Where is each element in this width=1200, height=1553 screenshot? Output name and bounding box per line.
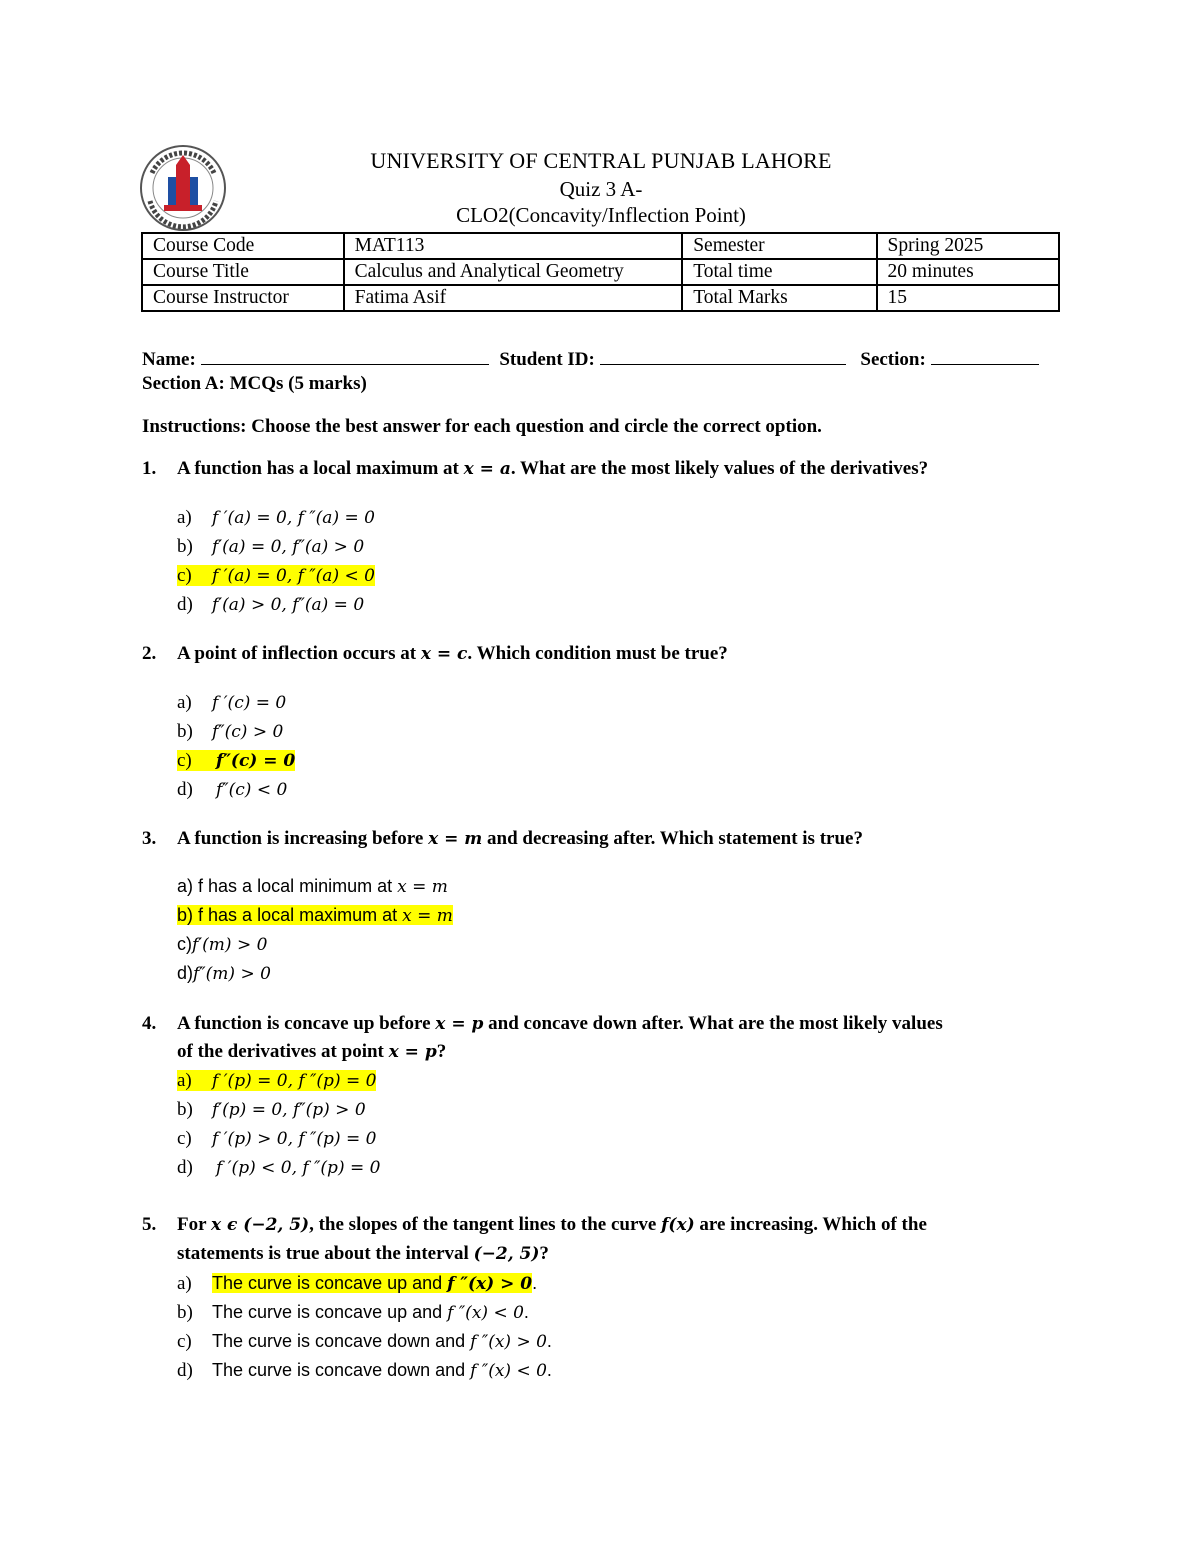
option-end: .: [523, 1302, 529, 1322]
cell-course-code-label: Course Code: [142, 233, 344, 259]
instructions: Instructions: Choose the best answer for each question and circle the correct option.: [142, 416, 822, 437]
option-text: f ′(a) = 0, f ″(a) = 0: [212, 508, 375, 528]
q4-option-a-correct[interactable]: [177, 1070, 376, 1092]
q3-option-b-correct[interactable]: [177, 905, 453, 926]
q1-option-b[interactable]: [177, 536, 364, 558]
option-text: f has a local minimum at: [198, 876, 393, 896]
student-info-line: [142, 346, 1039, 371]
option-text: The curve is concave down and: [212, 1331, 471, 1351]
option-math: f ″(x) > 0: [447, 1274, 533, 1294]
question-text: A point of inflection occurs at: [177, 643, 421, 664]
option-label: a): [177, 507, 192, 528]
question-math: x = m: [428, 829, 483, 849]
student-id-label: Student ID:: [499, 349, 595, 370]
question-number: 5.: [142, 1214, 157, 1235]
q1-option-a[interactable]: [177, 507, 375, 529]
question-text: statements is true about the interval: [177, 1243, 474, 1264]
question-text: . Which condition must be true?: [467, 643, 728, 664]
option-label: b): [177, 905, 194, 925]
option-math: f ″(x) < 0: [447, 1303, 524, 1323]
option-text: The curve is concave up and: [212, 1302, 448, 1322]
option-label: a): [177, 1070, 192, 1091]
option-label: a): [177, 1273, 192, 1294]
option-text: f′(a) > 0, f″(a) = 0: [212, 595, 365, 615]
question-text: , the slopes of the tangent lines to the curve: [309, 1214, 662, 1235]
question-text: of the derivatives at point: [177, 1041, 389, 1062]
question-text: ?: [539, 1243, 549, 1264]
option-text: f″(c) < 0: [216, 780, 288, 800]
question-text: A function has a local maximum at: [177, 458, 464, 479]
question-3-text: [177, 828, 863, 850]
section-field[interactable]: [931, 346, 1039, 365]
option-end: .: [532, 1273, 538, 1293]
table-row: [142, 233, 1059, 259]
cell-instructor-label: Course Instructor: [142, 285, 344, 311]
section-label: Section:: [860, 349, 926, 370]
option-text: f ′(a) = 0, f ″(a) < 0: [212, 566, 375, 586]
q4-option-d[interactable]: [177, 1157, 380, 1179]
option-label: a): [177, 692, 192, 713]
question-math: x ϵ (−2, 5): [210, 1215, 310, 1235]
option-label: c): [177, 934, 192, 954]
option-math: f ″(x) > 0: [470, 1332, 547, 1352]
section-a-heading: Section A: MCQs (5 marks): [142, 373, 367, 394]
option-label: c): [177, 750, 192, 771]
cell-semester-label: Semester: [682, 233, 876, 259]
option-text: f ′(p) = 0, f ″(p) = 0: [212, 1071, 377, 1091]
quiz-title: Quiz 3 A-: [559, 177, 643, 201]
table-row: [142, 259, 1059, 285]
option-text: f″(c) > 0: [212, 722, 284, 742]
option-math: f′(m) > 0: [192, 935, 268, 955]
option-text: f ′(p) < 0, f ″(p) = 0: [216, 1158, 381, 1178]
question-number: 3.: [142, 828, 157, 849]
q2-option-d[interactable]: [177, 779, 287, 801]
option-text: The curve is concave down and: [212, 1360, 471, 1380]
option-label: b): [177, 536, 193, 557]
question-text: A function is increasing before: [177, 828, 429, 849]
option-label: c): [177, 1128, 192, 1149]
cell-total-time-label: Total time: [682, 259, 876, 285]
option-end: .: [546, 1331, 552, 1351]
question-math: x = p: [388, 1042, 437, 1062]
option-label: c): [177, 1331, 192, 1352]
question-2-text: [177, 643, 728, 665]
question-text: and decreasing after. Which statement is true?: [482, 828, 863, 849]
option-label: b): [177, 721, 193, 742]
option-label: b): [177, 1099, 193, 1120]
question-text: ?: [436, 1041, 447, 1062]
option-label: a): [177, 876, 194, 896]
q5-option-c[interactable]: [177, 1331, 552, 1353]
cell-total-marks-label: Total Marks: [682, 285, 876, 311]
question-5-text-line2: [177, 1243, 549, 1265]
clo-title: CLO2(Concavity/Inflection Point): [456, 203, 746, 227]
question-4-text-line1: [177, 1013, 943, 1035]
university-title: UNIVERSITY OF CENTRAL PUNJAB LAHORE: [370, 148, 832, 173]
question-text: . What are the most likely values of the derivatives?: [510, 458, 929, 479]
question-math: x = p: [435, 1014, 484, 1034]
option-label: d): [177, 594, 193, 615]
course-info-table: [141, 232, 1060, 312]
option-math: f ″(x) < 0: [470, 1361, 547, 1381]
q5-option-d[interactable]: [177, 1360, 552, 1382]
q1-option-d[interactable]: [177, 594, 364, 616]
cell-course-code: MAT113: [344, 233, 683, 259]
question-math: x = a: [463, 459, 511, 479]
student-id-field[interactable]: [600, 346, 846, 365]
question-text: and concave down after. What are the most likely values: [483, 1013, 943, 1034]
option-text: f′(a) = 0, f″(a) > 0: [212, 537, 365, 557]
q2-option-a[interactable]: [177, 692, 286, 714]
question-number: 2.: [142, 643, 157, 664]
q4-option-b[interactable]: [177, 1099, 366, 1121]
q5-option-b[interactable]: [177, 1302, 529, 1324]
option-text: f′(p) = 0, f″(p) > 0: [212, 1100, 366, 1120]
table-row: [142, 285, 1059, 311]
question-math: (−2, 5): [473, 1244, 540, 1264]
name-label: Name:: [142, 349, 196, 370]
name-field[interactable]: [201, 346, 489, 365]
cell-instructor: Fatima Asif: [344, 285, 683, 311]
option-math: x = m: [397, 877, 448, 897]
option-math: x = m: [402, 906, 453, 926]
option-label: c): [177, 565, 192, 586]
question-5-text-line1: [177, 1214, 927, 1236]
q3-option-c[interactable]: [177, 934, 267, 955]
option-text: The curve is concave up and: [212, 1273, 448, 1293]
q5-option-a-correct[interactable]: [177, 1273, 537, 1295]
option-label: d): [177, 1360, 193, 1381]
question-text: are increasing. Which of the: [694, 1214, 927, 1235]
question-text: A function is concave up before: [177, 1013, 436, 1034]
cell-course-title-label: Course Title: [142, 259, 344, 285]
question-math: x = c: [420, 644, 468, 664]
option-label: d): [177, 1157, 193, 1178]
option-math: f″(m) > 0: [193, 964, 271, 984]
question-math: f(x): [661, 1215, 695, 1235]
q1-option-c-correct[interactable]: [177, 565, 375, 587]
q4-option-c[interactable]: [177, 1128, 376, 1150]
option-text: f″(c) = 0: [216, 751, 296, 771]
q3-option-d[interactable]: [177, 963, 271, 984]
option-text: f ′(c) = 0: [212, 693, 287, 713]
q3-option-a[interactable]: [177, 876, 448, 897]
question-number: 1.: [142, 458, 157, 479]
option-end: .: [546, 1360, 552, 1380]
option-text: f ′(p) > 0, f ″(p) = 0: [212, 1129, 377, 1149]
q2-option-c-correct[interactable]: [177, 750, 295, 772]
cell-semester: Spring 2025: [877, 233, 1059, 259]
question-4-text-line2: [177, 1041, 446, 1063]
question-1-text: [177, 458, 928, 480]
option-label: d): [177, 963, 194, 983]
option-text: f has a local maximum at: [198, 905, 398, 925]
option-label: d): [177, 779, 193, 800]
question-text: For: [177, 1214, 211, 1235]
question-number: 4.: [142, 1013, 157, 1034]
q2-option-b[interactable]: [177, 721, 283, 743]
cell-total-marks: 15: [877, 285, 1059, 311]
cell-total-time: 20 minutes: [877, 259, 1059, 285]
option-label: b): [177, 1302, 193, 1323]
cell-course-title: Calculus and Analytical Geometry: [344, 259, 683, 285]
